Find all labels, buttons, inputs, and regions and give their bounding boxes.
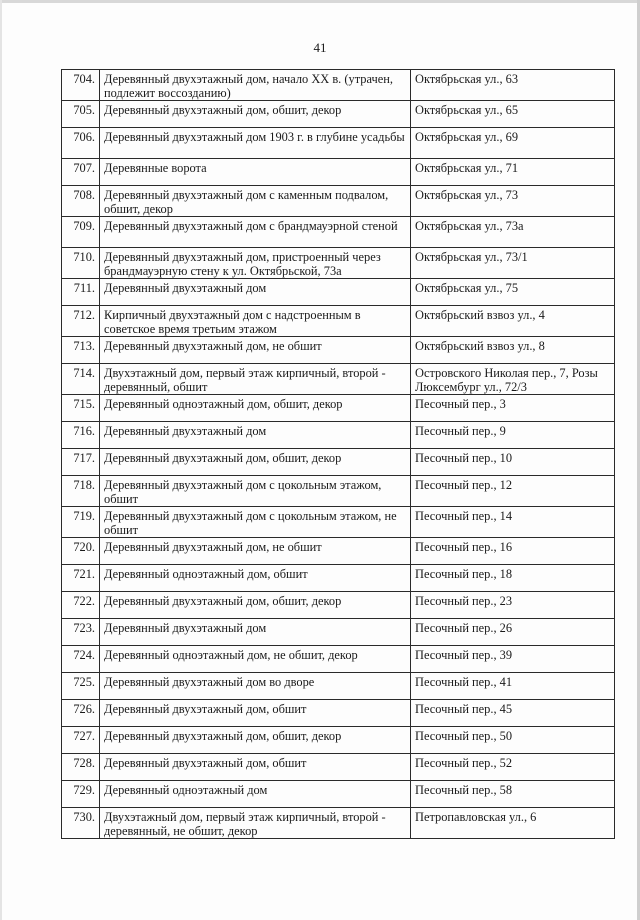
object-description-cell: Деревянный двухэтажный дом — [100, 619, 411, 646]
object-description-cell: Деревянный двухэтажный дом, не обшит — [100, 337, 411, 364]
table-row — [62, 279, 615, 306]
object-address-cell: Песочный пер., 18 — [411, 565, 615, 592]
table-row — [62, 476, 615, 507]
object-description-cell: Деревянный двухэтажный дом с каменным подвалом, обшит, декор — [100, 186, 411, 217]
object-address-cell: Песочный пер., 58 — [411, 781, 615, 808]
row-number-cell: 713. — [62, 337, 100, 364]
object-address-cell: Октябрьская ул., 63 — [411, 70, 615, 101]
table-row — [62, 673, 615, 700]
object-description-cell: Деревянный одноэтажный дом, обшит — [100, 565, 411, 592]
object-description-cell: Деревянный двухэтажный дом, обшит, декор — [100, 449, 411, 476]
object-description-cell: Деревянный двухэтажный дом во дворе — [100, 673, 411, 700]
object-description-cell: Деревянный двухэтажный дом 1903 г. в глубине усадьбы — [100, 128, 411, 159]
row-number-cell: 704. — [62, 70, 100, 101]
object-address-cell: Октябрьская ул., 75 — [411, 279, 615, 306]
object-address-cell: Островского Николая пер., 7, Розы Люксембург ул., 72/3 — [411, 364, 615, 395]
object-description-cell: Деревянный двухэтажный дом, начало XX в. (утрачен, подлежит воссозданию) — [100, 70, 411, 101]
table-row — [62, 727, 615, 754]
object-description-cell: Деревянный двухэтажный дом, обшит, декор — [100, 592, 411, 619]
object-address-cell: Песочный пер., 52 — [411, 754, 615, 781]
page-number: 41 — [313, 40, 327, 55]
row-number-cell: 726. — [62, 700, 100, 727]
object-description-cell: Деревянные ворота — [100, 159, 411, 186]
registry-table-body — [62, 70, 615, 839]
object-description-cell: Деревянный одноэтажный дом — [100, 781, 411, 808]
object-address-cell: Песочный пер., 26 — [411, 619, 615, 646]
object-address-cell: Песочный пер., 50 — [411, 727, 615, 754]
table-row — [62, 781, 615, 808]
heritage-registry-table — [61, 69, 615, 839]
object-address-cell: Песочный пер., 16 — [411, 538, 615, 565]
object-address-cell: Октябрьская ул., 73/1 — [411, 248, 615, 279]
object-description-cell: Деревянный двухэтажный дом, обшит, декор — [100, 101, 411, 128]
table-row — [62, 592, 615, 619]
row-number-cell: 728. — [62, 754, 100, 781]
row-number-cell: 710. — [62, 248, 100, 279]
row-number-cell: 711. — [62, 279, 100, 306]
table-row — [62, 538, 615, 565]
object-description-cell: Деревянный одноэтажный дом, не обшит, декор — [100, 646, 411, 673]
scan-edge-left — [0, 0, 2, 920]
row-number-cell: 707. — [62, 159, 100, 186]
row-number-cell: 716. — [62, 422, 100, 449]
table-row — [62, 248, 615, 279]
table-row — [62, 449, 615, 476]
row-number-cell: 718. — [62, 476, 100, 507]
object-description-cell: Деревянный двухэтажный дом с брандмауэрной стеной — [100, 217, 411, 248]
row-number-cell: 724. — [62, 646, 100, 673]
row-number-cell: 705. — [62, 101, 100, 128]
row-number-cell: 706. — [62, 128, 100, 159]
table-row — [62, 422, 615, 449]
object-address-cell: Песочный пер., 9 — [411, 422, 615, 449]
row-number-cell: 730. — [62, 808, 100, 839]
object-address-cell: Песочный пер., 45 — [411, 700, 615, 727]
table-row — [62, 395, 615, 422]
table-row — [62, 619, 615, 646]
table-row — [62, 159, 615, 186]
table-row — [62, 808, 615, 839]
object-address-cell: Петропавловская ул., 6 — [411, 808, 615, 839]
object-description-cell: Деревянный двухэтажный дом, обшит — [100, 754, 411, 781]
object-description-cell: Деревянный двухэтажный дом, обшит — [100, 700, 411, 727]
row-number-cell: 719. — [62, 507, 100, 538]
row-number-cell: 723. — [62, 619, 100, 646]
object-address-cell: Песочный пер., 39 — [411, 646, 615, 673]
object-description-cell: Двухэтажный дом, первый этаж кирпичный, второй - деревянный, обшит — [100, 364, 411, 395]
object-description-cell: Деревянный двухэтажный дом — [100, 279, 411, 306]
object-description-cell: Деревянный двухэтажный дом, не обшит — [100, 538, 411, 565]
table-row — [62, 337, 615, 364]
object-address-cell: Песочный пер., 23 — [411, 592, 615, 619]
row-number-cell: 725. — [62, 673, 100, 700]
table-row — [62, 754, 615, 781]
table-row — [62, 101, 615, 128]
object-address-cell: Октябрьская ул., 73 — [411, 186, 615, 217]
table-row — [62, 646, 615, 673]
object-address-cell: Октябрьская ул., 65 — [411, 101, 615, 128]
object-description-cell: Деревянный двухэтажный дом, обшит, декор — [100, 727, 411, 754]
object-address-cell: Октябрьская ул., 71 — [411, 159, 615, 186]
object-description-cell: Двухэтажный дом, первый этаж кирпичный, второй - деревянный, не обшит, декор — [100, 808, 411, 839]
object-address-cell: Песочный пер., 41 — [411, 673, 615, 700]
object-description-cell: Кирпичный двухэтажный дом с надстроенным в советское время третьим этажом — [100, 306, 411, 337]
row-number-cell: 717. — [62, 449, 100, 476]
table-row — [62, 217, 615, 248]
row-number-cell: 714. — [62, 364, 100, 395]
table-row — [62, 128, 615, 159]
object-description-cell: Деревянный двухэтажный дом с цокольным этажом, обшит — [100, 476, 411, 507]
scan-edge-top — [0, 0, 640, 3]
table-row — [62, 507, 615, 538]
table-row — [62, 70, 615, 101]
object-address-cell: Песочный пер., 10 — [411, 449, 615, 476]
row-number-cell: 715. — [62, 395, 100, 422]
table-row — [62, 306, 615, 337]
object-address-cell: Октябрьский взвоз ул., 8 — [411, 337, 615, 364]
object-description-cell: Деревянный одноэтажный дом, обшит, декор — [100, 395, 411, 422]
object-address-cell: Октябрьский взвоз ул., 4 — [411, 306, 615, 337]
row-number-cell: 712. — [62, 306, 100, 337]
object-address-cell: Октябрьская ул., 69 — [411, 128, 615, 159]
row-number-cell: 729. — [62, 781, 100, 808]
object-address-cell: Песочный пер., 12 — [411, 476, 615, 507]
object-address-cell: Октябрьская ул., 73а — [411, 217, 615, 248]
object-description-cell: Деревянный двухэтажный дом — [100, 422, 411, 449]
table-row — [62, 364, 615, 395]
table-row — [62, 186, 615, 217]
row-number-cell: 709. — [62, 217, 100, 248]
table-row — [62, 565, 615, 592]
row-number-cell: 727. — [62, 727, 100, 754]
table-row — [62, 700, 615, 727]
object-address-cell: Песочный пер., 3 — [411, 395, 615, 422]
row-number-cell: 720. — [62, 538, 100, 565]
row-number-cell: 721. — [62, 565, 100, 592]
object-description-cell: Деревянный двухэтажный дом, пристроенный через брандмауэрную стену к ул. Октябрьской, 73а — [100, 248, 411, 279]
row-number-cell: 722. — [62, 592, 100, 619]
row-number-cell: 708. — [62, 186, 100, 217]
object-address-cell: Песочный пер., 14 — [411, 507, 615, 538]
object-description-cell: Деревянный двухэтажный дом с цокольным этажом, не обшит — [100, 507, 411, 538]
